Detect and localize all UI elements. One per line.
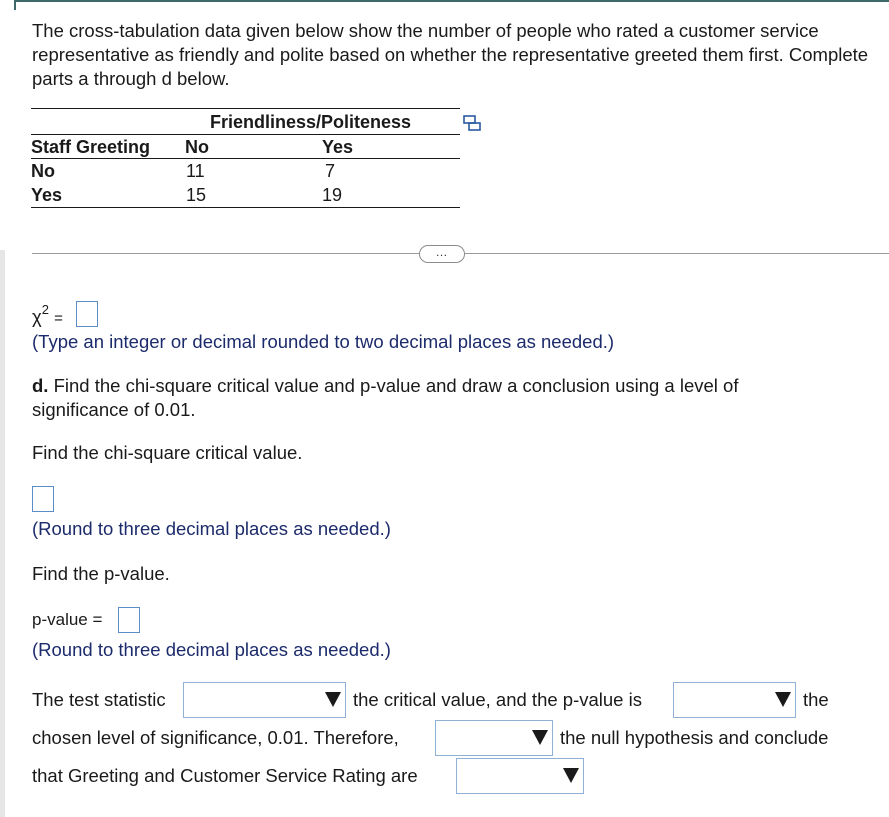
cell-yes-no: 15 [186,185,207,205]
conclusion-text-2: the critical value, and the p-value is [353,689,642,710]
conclusion-text-3: the [803,689,829,710]
relationship-dropdown[interactable] [456,758,584,794]
dropdown-arrow-icon [321,683,345,717]
dropdown-arrow-icon [771,683,795,717]
pvalue-prompt: Find the p-value. [32,563,170,584]
conclusion-text-1: The test statistic [32,689,166,710]
chi-equals: = [54,310,63,328]
part-d-label: d. [32,375,49,396]
chi-exponent: 2 [41,302,49,317]
decision-dropdown[interactable] [435,720,553,756]
column-header-yes: Yes [322,137,354,157]
conclusion-text-6: that Greeting and Customer Service Rating are [32,765,418,786]
comparison-dropdown-1[interactable] [183,682,346,718]
critical-value-input[interactable] [32,486,54,512]
chi-square-hint: (Type an integer or decimal rounded to two decimal places as needed.) [32,331,615,352]
row-label-no: No [31,161,55,181]
row-label-yes: Yes [31,185,63,205]
comparison-dropdown-2[interactable] [673,682,796,718]
chi-symbol: χ [32,306,42,328]
part-d-prompt [32,374,832,422]
critical-value-hint: (Round to three decimal places as needed.) [32,518,391,539]
table-subheader-rule [31,158,460,159]
cell-yes-yes: 19 [322,185,343,205]
table-bottom-rule [31,207,460,208]
pvalue-label: p-value = [32,610,103,629]
scroll-gutter [0,250,5,817]
top-rule [14,0,889,2]
conclusion-text-5: the null hypothesis and conclude [560,727,829,748]
pvalue-input[interactable] [118,607,140,633]
dropdown-arrow-icon [559,759,583,793]
chi-square-label [32,300,63,331]
problem-intro: The cross-tabulation data given below show the number of people who rated a customer service representative as friendly and polite based on whether the representative greeted them first. Complete parts a through d below. [32,20,869,89]
row-header: Staff Greeting [31,137,151,157]
copy-data-icon[interactable] [463,115,481,131]
critical-value-prompt: Find the chi-square critical value. [32,442,303,463]
left-accent-rule [14,0,16,10]
table-top-rule [31,108,460,109]
conclusion-text-4: chosen level of significance, 0.01. Therefore, [32,727,399,748]
chi-square-answer-input[interactable] [76,301,98,327]
dropdown-arrow-icon [528,721,552,755]
part-d-text: Find the chi-square critical value and p-value and draw a conclusion using a level of significance of 0.01. [32,375,739,420]
more-ellipsis-button[interactable]: … [419,245,465,263]
cell-no-yes: 7 [325,161,336,181]
column-group-header: Friendliness/Politeness [210,112,412,132]
cell-no-no: 11 [186,161,205,181]
table-header-rule [31,134,460,135]
pvalue-hint: (Round to three decimal places as needed.) [32,639,391,660]
column-header-no: No [185,137,209,157]
